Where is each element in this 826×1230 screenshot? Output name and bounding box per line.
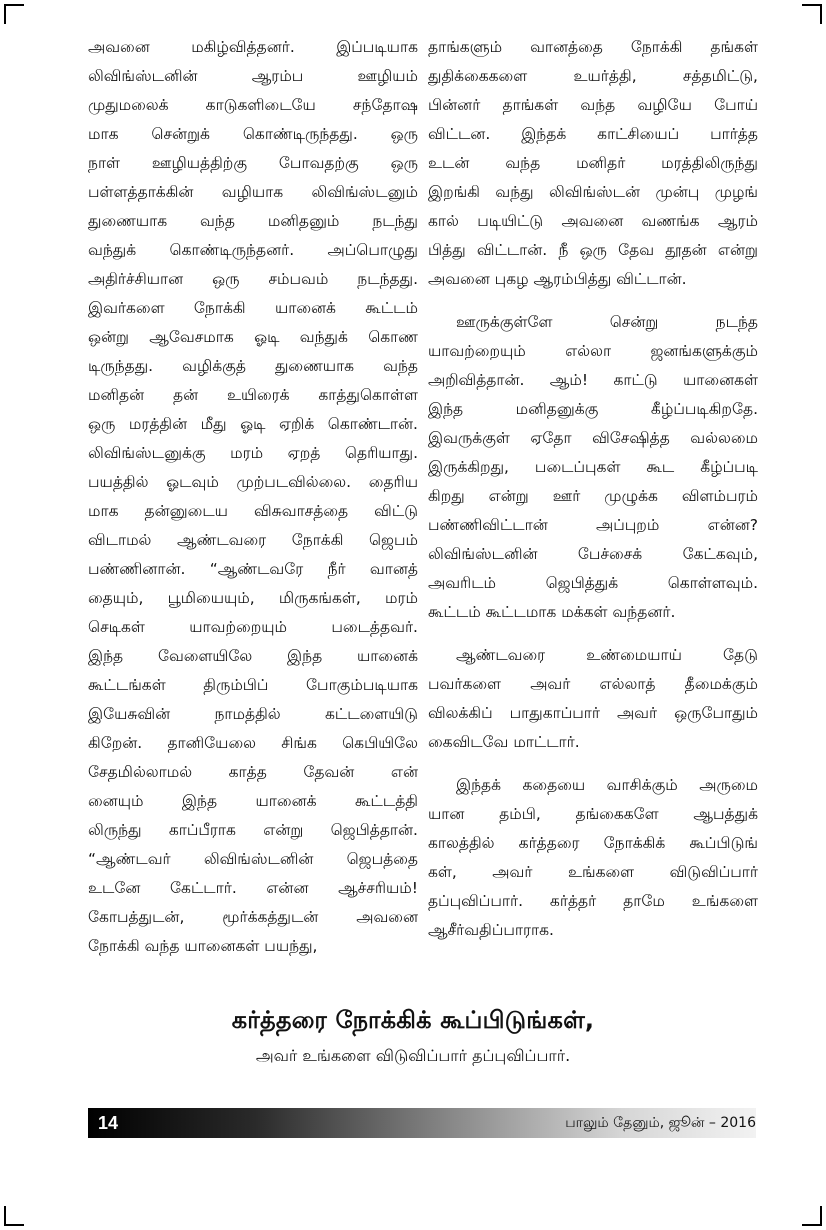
text-line: கள், அவர் உங்களை விடுவிப்பார்	[428, 863, 758, 881]
text-line: அறிவித்தான். ஆம்! காட்டு யானைகள்	[428, 371, 758, 389]
text-line: ஆண்டவரை உண்மையாய் தேடு	[456, 646, 758, 664]
crop-mark-top-right	[802, 4, 822, 24]
text-line: இவர்களை நோக்கி யானைக் கூட்டம்	[88, 299, 418, 317]
paragraph	[428, 641, 758, 757]
text-line: டிருந்தது. வழிக்குத் துணையாக வந்த	[88, 357, 418, 375]
text-line: கிறேன். தானியேலை சிங்க கெபியிலே	[88, 734, 418, 752]
text-line: லிவிங்ஸ்டனின் பேச்சைக் கேட்கவும்,	[428, 545, 758, 563]
text-line: பண்ணிவிட்டான் அப்புறம் என்ன?	[428, 516, 758, 534]
text-line: இருக்கிறது, படைப்புகள் கூட கீழ்ப்படி	[428, 458, 758, 476]
slogan-block	[0, 1000, 826, 1070]
text-line: பின்னர் தாங்கள் வந்த வழியே போய்	[428, 96, 758, 114]
crop-mark-top-left	[4, 4, 24, 24]
page-number: 14	[98, 1113, 119, 1133]
crop-mark-bottom-right	[802, 1206, 822, 1226]
text-line: உடனே கேட்டார். என்ன ஆச்சரியம்!	[88, 879, 418, 897]
text-line: “ஆண்டவர் லிவிங்ஸ்டனின் ஜெபத்தை	[88, 850, 418, 868]
paragraph	[428, 771, 758, 945]
text-line: யான தம்பி, தங்கைகளே ஆபத்துக்	[428, 805, 758, 823]
text-line: கால் படியிட்டு அவனை வணங்க ஆரம்	[428, 212, 758, 230]
text-line: நாள் ஊழியத்திற்கு போவதற்கு ஒரு	[88, 154, 418, 172]
text-line: செடிகள் யாவற்றையும் படைத்தவர்.	[88, 618, 418, 636]
text-line: விலக்கிப் பாதுகாப்பார் அவர் ஒருபோதும்	[428, 704, 758, 722]
text-line: தையும், பூமியையும், மிருகங்கள், மரம்	[88, 589, 418, 607]
text-line: பள்ளத்தாக்கின் வழியாக லிவிங்ஸ்டனும்	[88, 183, 418, 201]
text-line: சேதமில்லாமல் காத்த தேவன் என்	[88, 763, 418, 781]
text-line: இந்த மனிதனுக்கு கீழ்ப்படிகிறதே.	[428, 400, 758, 418]
text-line: விடாமல் ஆண்டவரை நோக்கி ஜெபம்	[88, 531, 418, 549]
text-line: கூட்டம் கூட்டமாக மக்கள் வந்தனர்.	[428, 603, 676, 621]
magazine-issue-label: பாலும் தேனும், ஜூன் – 2016	[565, 1115, 756, 1131]
text-line: தப்புவிப்பார். கர்த்தர் தாமே உங்களை	[428, 892, 758, 910]
text-line: ஆசீர்வதிப்பாராக.	[428, 921, 554, 939]
text-line: கிறது என்று ஊர் முழுக்க விளம்பரம்	[428, 487, 758, 505]
slogan-title: கர்த்தரை நோக்கிக் கூப்பிடுங்கள்,	[231, 1006, 595, 1034]
text-line: னையும் இந்த யானைக் கூட்டத்தி	[88, 792, 418, 810]
text-line: பித்து விட்டான். நீ ஒரு தேவ தூதன் என்று	[428, 241, 758, 259]
text-line: துதிக்கைகளை உயர்த்தி, சத்தமிட்டு,	[428, 67, 758, 85]
text-line: லிவிங்ஸ்டனுக்கு மரம் ஏறத் தெரியாது.	[88, 444, 418, 462]
paragraph	[428, 33, 758, 294]
text-line: தாங்களும் வானத்தை நோக்கி தங்கள்	[428, 38, 758, 56]
text-line: முதுமலைக் காடுகளிடையே சந்தோஷ	[88, 96, 418, 114]
text-line: அதிர்ச்சியான ஒரு சம்பவம் நடந்தது.	[88, 270, 418, 288]
text-line: இந்த வேளையிலே இந்த யானைக்	[88, 647, 418, 665]
text-line: கூட்டங்கள் திரும்பிப் போகும்படியாக	[88, 676, 418, 694]
text-line: ஒன்று ஆவேசமாக ஓடி வந்துக் கொண	[88, 328, 418, 346]
text-line: துணையாக வந்த மனிதனும் நடந்து	[88, 212, 418, 230]
text-line: ஊருக்குள்ளே சென்று நடந்த	[456, 313, 758, 331]
text-line: உடன் வந்த மனிதர் மரத்திலிருந்து	[428, 154, 758, 172]
crop-mark-bottom-left	[4, 1206, 24, 1226]
text-line: பவர்களை அவர் எல்லாத் தீமைக்கும்	[428, 675, 758, 693]
slogan-subtitle: அவர் உங்களை விடுவிப்பார் தப்புவிப்பார்.	[255, 1046, 571, 1065]
text-line: லிவிங்ஸ்டனின் ஆரம்ப ஊழியம்	[88, 67, 418, 85]
text-line: இறங்கி வந்து லிவிங்ஸ்டன் முன்பு முழங்	[428, 183, 758, 201]
text-line: விட்டன. இந்தக் காட்சியைப் பார்த்த	[428, 125, 758, 143]
text-line: ஒரு மரத்தின் மீது ஓடி ஏறிக் கொண்டான்.	[88, 415, 418, 433]
text-line: நோக்கி வந்த யானைகள் பயந்து,	[88, 937, 318, 955]
paragraph	[428, 308, 758, 627]
right-text-column	[428, 33, 758, 959]
text-line: கோபத்துடன், மூர்க்கத்துடன் அவனை	[88, 908, 418, 926]
text-line: கைவிடவே மாட்டார்.	[428, 733, 580, 751]
text-line: அவனை புகழ ஆரம்பித்து விட்டான்.	[428, 270, 687, 288]
text-line: காலத்தில் கர்த்தரை நோக்கிக் கூப்பிடுங்	[428, 834, 758, 852]
paragraph	[88, 33, 418, 961]
text-line: பயத்தில் ஓடவும் முற்படவில்லை. தைரிய	[88, 473, 418, 491]
page-footer	[88, 1108, 756, 1138]
text-line: பண்ணினான். “ஆண்டவரே நீர் வானத்	[88, 560, 418, 578]
text-line: இந்தக் கதையை வாசிக்கும் அருமை	[456, 776, 758, 794]
text-line: யாவற்றையும் எல்லா ஜனங்களுக்கும்	[428, 342, 758, 360]
text-line: மனிதன் தன் உயிரைக் காத்துகொள்ள	[88, 386, 418, 404]
left-text-column	[88, 33, 418, 975]
text-line: இவருக்குள் ஏதோ விசேஷித்த வல்லமை	[428, 429, 758, 447]
text-line: மாக தன்னுடைய விசுவாசத்தை விட்டு	[88, 502, 418, 520]
text-line: இயேசுவின் நாமத்தில் கட்டளையிடு	[88, 705, 418, 723]
text-line: அவனை மகிழ்வித்தனர். இப்படியாக	[88, 38, 418, 56]
text-line: லிருந்து காப்பீராக என்று ஜெபித்தான்.	[88, 821, 418, 839]
text-line: வந்துக் கொண்டிருந்தனர். அப்பொழுது	[88, 241, 418, 259]
text-line: மாக சென்றுக் கொண்டிருந்தது. ஒரு	[88, 125, 418, 143]
text-line: அவரிடம் ஜெபித்துக் கொள்ளவும்.	[428, 574, 758, 592]
